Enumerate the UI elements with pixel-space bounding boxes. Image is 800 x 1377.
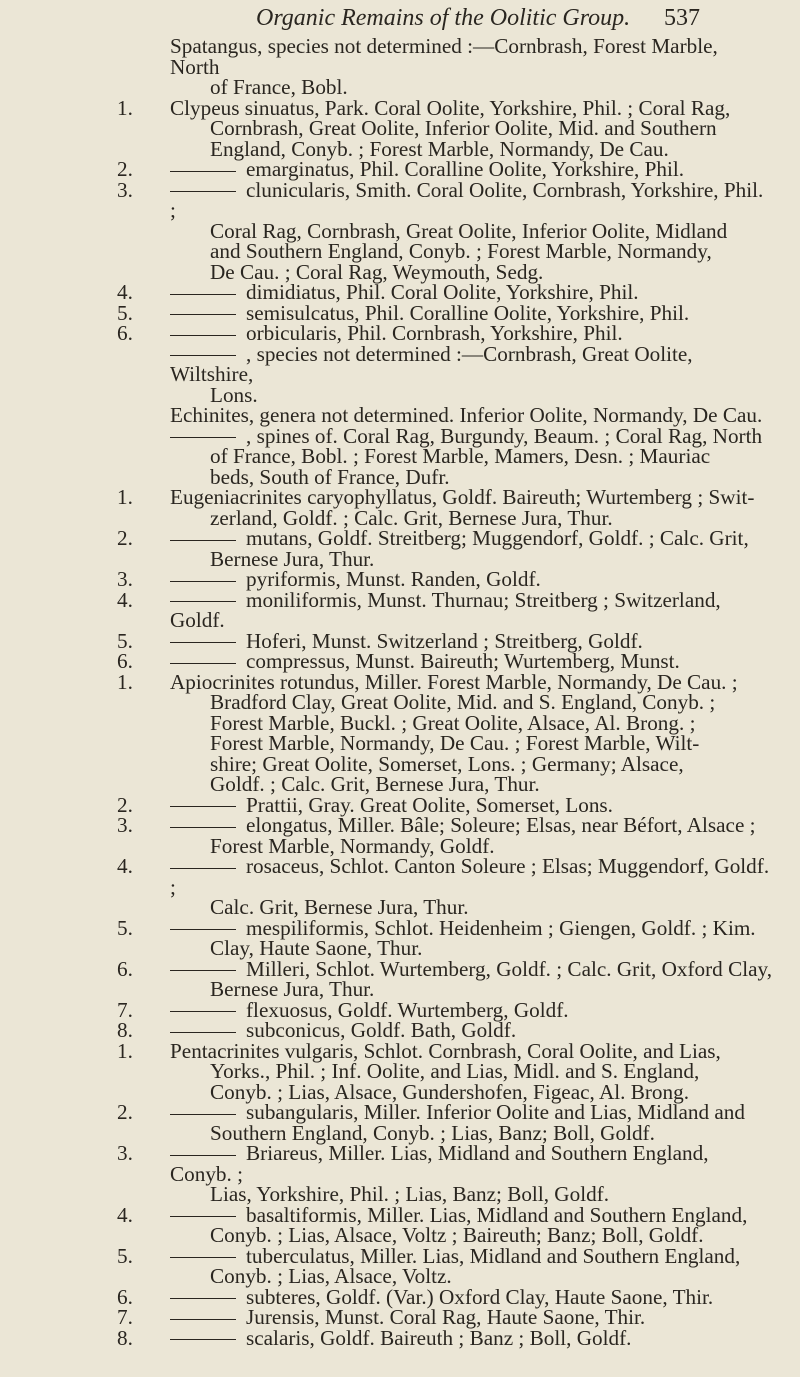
ditto-dash: [170, 1257, 236, 1258]
entry-line: [170, 1284, 772, 1309]
entry-text: rosaceus, Schlot. Canton Soleure ; Elsas; Muggendorf, Goldf. ;: [170, 854, 770, 899]
list-entry: [0, 792, 800, 817]
entry-text: Jurensis, Munst. Coral Rag, Haute Saone, Thir.: [246, 1305, 646, 1329]
list-entry: [0, 282, 800, 303]
entry-text: Milleri, Schlot. Wurtemberg, Goldf. ; Calc. Grit, Oxford Clay,: [246, 956, 773, 981]
entry-line: [170, 323, 772, 344]
entry-line: [170, 669, 772, 694]
ditto-dash: [170, 1032, 236, 1033]
entry-text: subteres, Goldf. (Var.) Oxford Clay, Haute Saone, Thir.: [246, 1284, 714, 1309]
ditto-dash: [170, 642, 236, 643]
entry-continuation: De Cau. ; Coral Rag, Weymouth, Sedg.: [210, 259, 544, 284]
entry-number: 3.: [117, 1141, 133, 1165]
entry-text: Hoferi, Munst. Switzerland ; Streitberg, Goldf.: [246, 628, 643, 653]
entry-text: orbicularis, Phil. Cornbrash, Yorkshire, Phil.: [246, 321, 623, 345]
list-entry: [0, 1243, 800, 1288]
entry-text: Spatangus, species not determined :—Cornbrash, Forest Marble, North: [170, 34, 718, 79]
entry-number: 2.: [117, 526, 133, 550]
entry-continuation: Clay, Haute Saone, Thur.: [210, 936, 423, 960]
entry-line: [170, 628, 772, 653]
ditto-dash: [170, 1339, 236, 1340]
list-entry: [0, 1284, 800, 1309]
entry-line: [170, 1038, 772, 1063]
entry-text: , spines of. Coral Rag, Burgundy, Beaum. ; Coral Rag, North: [246, 423, 763, 448]
entry-line: [170, 341, 772, 386]
running-title: Organic Remains of the Oolitic Group.: [256, 5, 631, 31]
entry-number: 1.: [117, 95, 133, 120]
entry-continuation: beds, South of France, Dufr.: [210, 464, 450, 489]
entry-text: subangularis, Miller. Inferior Oolite and Lias, Midland and: [246, 1100, 745, 1124]
entry-line: [170, 815, 772, 836]
entry-text: pyriformis, Munst. Randen, Goldf.: [246, 567, 541, 591]
entry-number: 1.: [117, 669, 133, 694]
entry-number: 8.: [117, 1325, 133, 1350]
entry-number: 6.: [117, 321, 133, 345]
list-entry: [0, 956, 800, 1001]
entry-number: 5.: [117, 1243, 133, 1268]
entry-line: [170, 177, 772, 222]
entry-continuation: Coral Rag, Cornbrash, Great Oolite, Inferior Oolite, Midland: [210, 218, 728, 243]
entry-line: [170, 651, 772, 672]
entry-continuation: Conyb. ; Lias, Alsace, Voltz ; Baireuth; Banz; Boll, Goldf.: [210, 1223, 704, 1247]
species-list: [0, 36, 800, 1348]
entry-line: [170, 282, 772, 303]
entry-text: Pentacrinites vulgaris, Schlot. Cornbrash, Coral Oolite, and Lias,: [170, 1038, 721, 1063]
list-entry: [0, 669, 800, 796]
list-entry: [0, 1307, 800, 1328]
entry-text: basaltiformis, Miller. Lias, Midland and Southern England,: [246, 1202, 748, 1227]
ditto-dash: [170, 314, 236, 315]
ditto-dash: [170, 1114, 236, 1115]
entry-line: [170, 915, 772, 940]
list-entry: [0, 177, 800, 284]
entry-continuation: Calc. Grit, Bernese Jura, Thur.: [210, 895, 469, 919]
entry-continuation: Bernese Jura, Thur.: [210, 977, 375, 1001]
entry-number: 2.: [117, 1100, 133, 1124]
entry-continuation: of France, Bobl.: [210, 75, 348, 99]
list-entry: [0, 651, 800, 672]
entry-line: [170, 528, 772, 549]
entry-line: [170, 1325, 772, 1350]
ditto-dash: [170, 827, 236, 828]
running-header: [240, 0, 700, 36]
list-entry: [0, 915, 800, 960]
list-entry: [0, 487, 800, 528]
entry-number: 6.: [117, 1284, 133, 1309]
ditto-dash: [170, 294, 236, 295]
ditto-dash: [170, 663, 236, 664]
ditto-dash: [170, 1216, 236, 1217]
entry-line: [170, 587, 772, 632]
entry-number: 7.: [117, 997, 133, 1022]
list-entry: [0, 300, 800, 325]
ditto-dash: [170, 335, 236, 336]
list-entry: [0, 36, 800, 98]
entry-text: clunicularis, Smith. Coral Oolite, Cornbrash, Yorkshire, Phil. ;: [170, 177, 764, 222]
entry-number: 5.: [117, 628, 133, 653]
entry-text: flexuosus, Goldf. Wurtemberg, Goldf.: [246, 997, 569, 1022]
entry-number: 6.: [117, 956, 133, 981]
entry-line: [170, 1202, 772, 1227]
entry-continuation: England, Conyb. ; Forest Marble, Normandy, De Cau.: [210, 136, 669, 161]
entry-line: [170, 1143, 772, 1184]
entry-line: [170, 95, 772, 120]
list-entry: [0, 1143, 800, 1205]
entry-continuation: Conyb. ; Lias, Alsace, Voltz.: [210, 1264, 452, 1288]
list-entry: [0, 997, 800, 1022]
list-entry: [0, 323, 800, 344]
entry-text: elongatus, Miller. Bâle; Soleure; Elsas, near Béfort, Alsace ;: [246, 813, 756, 837]
entry-continuation: Goldf. ; Calc. Grit, Bernese Jura, Thur.: [210, 772, 540, 796]
entry-text: semisulcatus, Phil. Coralline Oolite, Yorkshire, Phil.: [246, 300, 690, 325]
entry-line: [170, 487, 772, 508]
entry-number: 7.: [117, 1305, 133, 1329]
ditto-dash: [170, 1298, 236, 1299]
ditto-dash: [170, 171, 236, 172]
entry-line: [170, 36, 772, 77]
ditto-dash: [170, 806, 236, 807]
entry-line: [170, 792, 772, 817]
ditto-dash: [170, 581, 236, 582]
list-entry: [0, 528, 800, 569]
entry-number: 4.: [117, 280, 133, 304]
entry-number: 5.: [117, 915, 133, 940]
list-entry: [0, 1102, 800, 1143]
list-entry: [0, 423, 800, 489]
entry-number: 1.: [117, 1038, 133, 1063]
entry-continuation: Lias, Yorkshire, Phil. ; Lias, Banz; Boll, Goldf.: [210, 1182, 610, 1206]
entry-continuation: Lons.: [210, 382, 258, 407]
ditto-dash: [170, 540, 236, 541]
entry-line: [170, 159, 772, 180]
entry-line: [170, 300, 772, 325]
entry-line: [170, 1020, 772, 1041]
ditto-dash: [170, 191, 236, 192]
entry-text: mutans, Goldf. Streitberg; Muggendorf, Goldf. ; Calc. Grit,: [246, 526, 749, 550]
list-entry: [0, 1325, 800, 1350]
entry-line: [170, 405, 772, 426]
entry-number: 1.: [117, 485, 133, 509]
page-number: 537: [664, 5, 700, 31]
entry-line: [170, 856, 772, 897]
entry-line: [170, 1243, 772, 1268]
ditto-dash: [170, 1011, 236, 1012]
list-entry: [0, 1038, 800, 1104]
list-entry: [0, 341, 800, 407]
entry-line: [170, 569, 772, 590]
entry-text: Prattii, Gray. Great Oolite, Somerset, Lons.: [246, 792, 613, 817]
ditto-dash: [170, 929, 236, 930]
entry-continuation: Cornbrash, Great Oolite, Inferior Oolite, Mid. and Southern: [210, 116, 717, 140]
entry-continuation: Forest Marble, Normandy, Goldf.: [210, 833, 495, 858]
entry-number: 3.: [117, 567, 133, 591]
list-entry: [0, 159, 800, 180]
entry-continuation: Bradford Clay, Great Oolite, Mid. and S. England, Conyb. ;: [210, 690, 716, 714]
list-entry: [0, 569, 800, 590]
ditto-dash: [170, 437, 236, 438]
entry-text: Clypeus sinuatus, Park. Coral Oolite, Yorkshire, Phil. ; Coral Rag,: [170, 95, 731, 120]
ditto-dash: [170, 970, 236, 971]
entry-continuation: and Southern England, Conyb. ; Forest Marble, Normandy,: [210, 239, 712, 263]
entry-number: 2.: [117, 792, 133, 817]
entry-continuation: Yorks., Phil. ; Inf. Oolite, and Lias, Midl. and S. England,: [210, 1059, 700, 1083]
list-entry: [0, 1202, 800, 1247]
entry-text: moniliformis, Munst. Thurnau; Streitberg ; Switzerland, Goldf.: [170, 587, 721, 632]
entry-number: 4.: [117, 587, 133, 612]
list-entry: [0, 95, 800, 161]
entry-text: emarginatus, Phil. Coralline Oolite, Yorkshire, Phil.: [246, 157, 685, 181]
entry-text: Apiocrinites rotundus, Miller. Forest Marble, Normandy, De Cau. ;: [170, 669, 738, 694]
entry-continuation: Bernese Jura, Thur.: [210, 546, 375, 571]
list-entry: [0, 405, 800, 426]
list-entry: [0, 628, 800, 653]
entry-number: 5.: [117, 300, 133, 325]
entry-continuation: Southern England, Conyb. ; Lias, Banz; Boll, Goldf.: [210, 1120, 655, 1145]
list-entry: [0, 1020, 800, 1041]
entry-number: 3.: [117, 177, 133, 202]
entry-line: [170, 423, 772, 448]
entry-text: Eugeniacrinites caryophyllatus, Goldf. Baireuth; Wurtemberg ; Swit-: [170, 485, 755, 509]
ditto-dash: [170, 1319, 236, 1320]
entry-number: 4.: [117, 854, 133, 878]
entry-number: 6.: [117, 649, 133, 673]
entry-continuation: of France, Bobl. ; Forest Marble, Mamers, Desn. ; Mauriac: [210, 444, 711, 468]
entry-number: 2.: [117, 157, 133, 181]
list-entry: [0, 856, 800, 918]
entry-continuation: shire; Great Oolite, Somerset, Lons. ; Germany; Alsace,: [210, 751, 684, 776]
entry-text: scalaris, Goldf. Baireuth ; Banz ; Boll, Goldf.: [246, 1325, 632, 1350]
entry-continuation: Conyb. ; Lias, Alsace, Gundershofen, Figeac, Al. Brong.: [210, 1079, 689, 1104]
entry-text: mespiliformis, Schlot. Heidenheim ; Giengen, Goldf. ; Kim.: [246, 915, 756, 940]
entry-text: subconicus, Goldf. Bath, Goldf.: [246, 1018, 517, 1042]
entry-line: [170, 1102, 772, 1123]
entry-text: , species not determined :—Cornbrash, Great Oolite, Wiltshire,: [170, 341, 693, 386]
entry-line: [170, 1307, 772, 1328]
list-entry: [0, 815, 800, 856]
ditto-dash: [170, 1155, 236, 1156]
entry-line: [170, 956, 773, 981]
entry-text: dimidiatus, Phil. Coral Oolite, Yorkshire, Phil.: [246, 280, 639, 304]
ditto-dash: [170, 868, 236, 869]
ditto-dash: [170, 601, 236, 602]
entry-number: 8.: [117, 1018, 133, 1042]
entry-continuation: Forest Marble, Buckl. ; Great Oolite, Alsace, Al. Brong. ;: [210, 710, 696, 735]
entry-continuation: Forest Marble, Normandy, De Cau. ; Forest Marble, Wilt-: [210, 731, 700, 755]
entry-line: [170, 997, 772, 1022]
entry-number: 3.: [117, 813, 133, 837]
list-entry: [0, 587, 800, 632]
entry-text: Briareus, Miller. Lias, Midland and Southern England, Conyb. ;: [170, 1141, 709, 1186]
entry-continuation: zerland, Goldf. ; Calc. Grit, Bernese Jura, Thur.: [210, 505, 613, 530]
entry-number: 4.: [117, 1202, 133, 1227]
entry-text: Echinites, genera not determined. Inferior Oolite, Normandy, De Cau.: [170, 403, 763, 427]
ditto-dash: [170, 355, 236, 356]
entry-text: compressus, Munst. Baireuth; Wurtemberg, Munst.: [246, 649, 680, 673]
entry-text: tuberculatus, Miller. Lias, Midland and Southern England,: [246, 1243, 741, 1268]
